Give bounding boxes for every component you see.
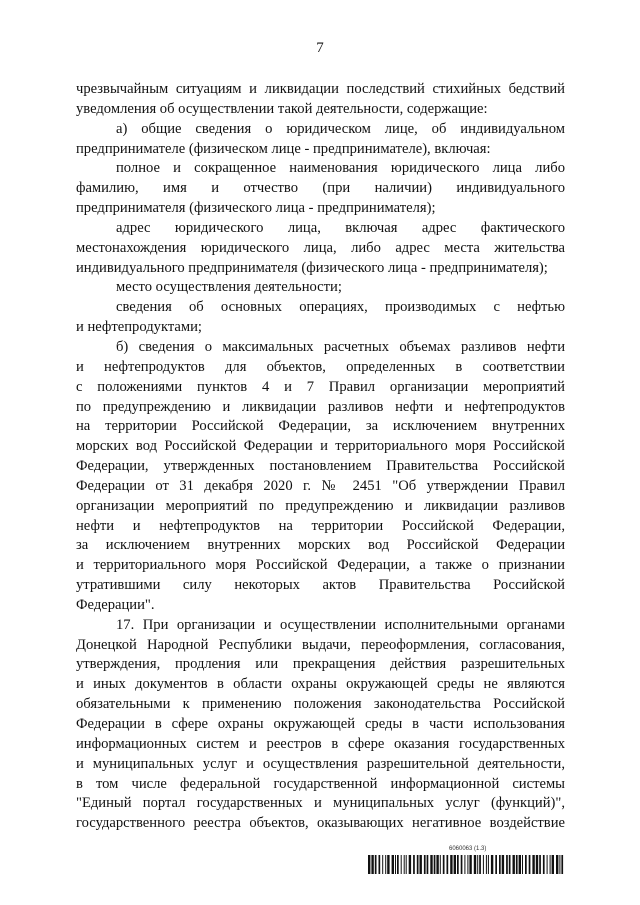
text-line: и нефтепродуктами;	[76, 319, 202, 336]
text-line: Федерации от 31 декабря 2020 г. № 2451 "Об утверждении Правил	[76, 477, 565, 494]
barcode-id: 6060063 (1.3)	[449, 846, 487, 852]
text-line: сведения об основных операциях, производимых с нефтью	[116, 299, 565, 316]
page-number: 7	[316, 40, 324, 56]
text-line: фамилию, имя и отчество (при наличии) индивидуального	[76, 180, 565, 197]
text-line: предпринимателе (физическом лице - предпринимателе), включая:	[76, 140, 491, 157]
text-line: индивидуального предпринимателя (физического лица - предпринимателя);	[76, 259, 548, 276]
text-line: по предупреждению и ликвидации разливов нефти и нефтепродуктов	[76, 398, 565, 415]
text-line: б) сведения о максимальных расчетных объемах разливов нефти	[116, 338, 565, 355]
text-line: за исключением внутренних морских вод Российской Федерации	[76, 537, 565, 554]
text-line: информационных систем и реестров в сфере оказания государственных	[76, 735, 565, 752]
text-line: и нефтепродуктов для объектов, определенных в соответствии	[76, 358, 565, 375]
document-body	[76, 80, 565, 834]
text-line: Федерации, утвержденных постановлением Правительства Российской	[76, 458, 565, 475]
text-line: Федерации в сфере охраны окружающей среды в части использования	[76, 716, 565, 732]
text-line: морских вод Российской Федерации и территориального моря Российской	[76, 438, 565, 455]
text-line: адрес юридического лица, включая адрес фактического	[116, 219, 565, 236]
text-line: "Единый портал государственных и муниципальных услуг (функций)",	[76, 795, 565, 812]
text-line: 17. При организации и осуществлении исполнительными органами	[116, 616, 565, 633]
text-line: государственного реестра объектов, оказывающих негативное воздействие	[76, 815, 565, 832]
text-line: с положениями пунктов 4 и 7 Правил организации мероприятий	[76, 378, 565, 395]
text-line: место осуществления деятельности;	[116, 279, 342, 296]
text-line: утверждения, продления или прекращения действия разрешительных	[76, 656, 565, 673]
text-line: нефти и нефтепродуктов на территории Российской Федерации,	[76, 517, 565, 534]
text-line: местонахождения юридического лица, либо адрес места жительства	[76, 239, 565, 256]
text-line: а) общие сведения о юридическом лице, об индивидуальном	[116, 120, 565, 137]
text-line: и иных документов в области охраны окружающей среды не являются	[76, 676, 565, 693]
text-line: и территориального моря Российской Федерации, а также о признании	[76, 557, 565, 574]
text-line: обязательными к применению положения законодательства Российской	[76, 696, 565, 713]
text-line: чрезвычайным ситуациям и ликвидации последствий стихийных бедствий	[76, 81, 565, 97]
text-line: утратившими силу некоторых актов Правительства Российской	[76, 577, 565, 594]
text-line: Донецкой Народной Республики выдачи, переоформления, согласования,	[76, 636, 565, 653]
text-line: в том числе федеральной государственной информационной системы	[76, 775, 565, 792]
text-line: организации мероприятий по предупреждению и ликвидации разливов	[76, 497, 565, 514]
text-line: и муниципальных услуг и осуществления разрешительной деятельности,	[76, 755, 565, 772]
text-line: предпринимателя (физического лица - предпринимателя);	[76, 200, 436, 217]
text-line: Федерации".	[76, 596, 155, 613]
barcode	[368, 855, 564, 874]
text-line: на территории Российской Федерации, за исключением внутренних	[76, 418, 565, 435]
text-line: уведомления об осуществлении такой деятельности, содержащие:	[76, 100, 488, 117]
text-line: полное и сокращенное наименования юридического лица либо	[116, 160, 565, 177]
